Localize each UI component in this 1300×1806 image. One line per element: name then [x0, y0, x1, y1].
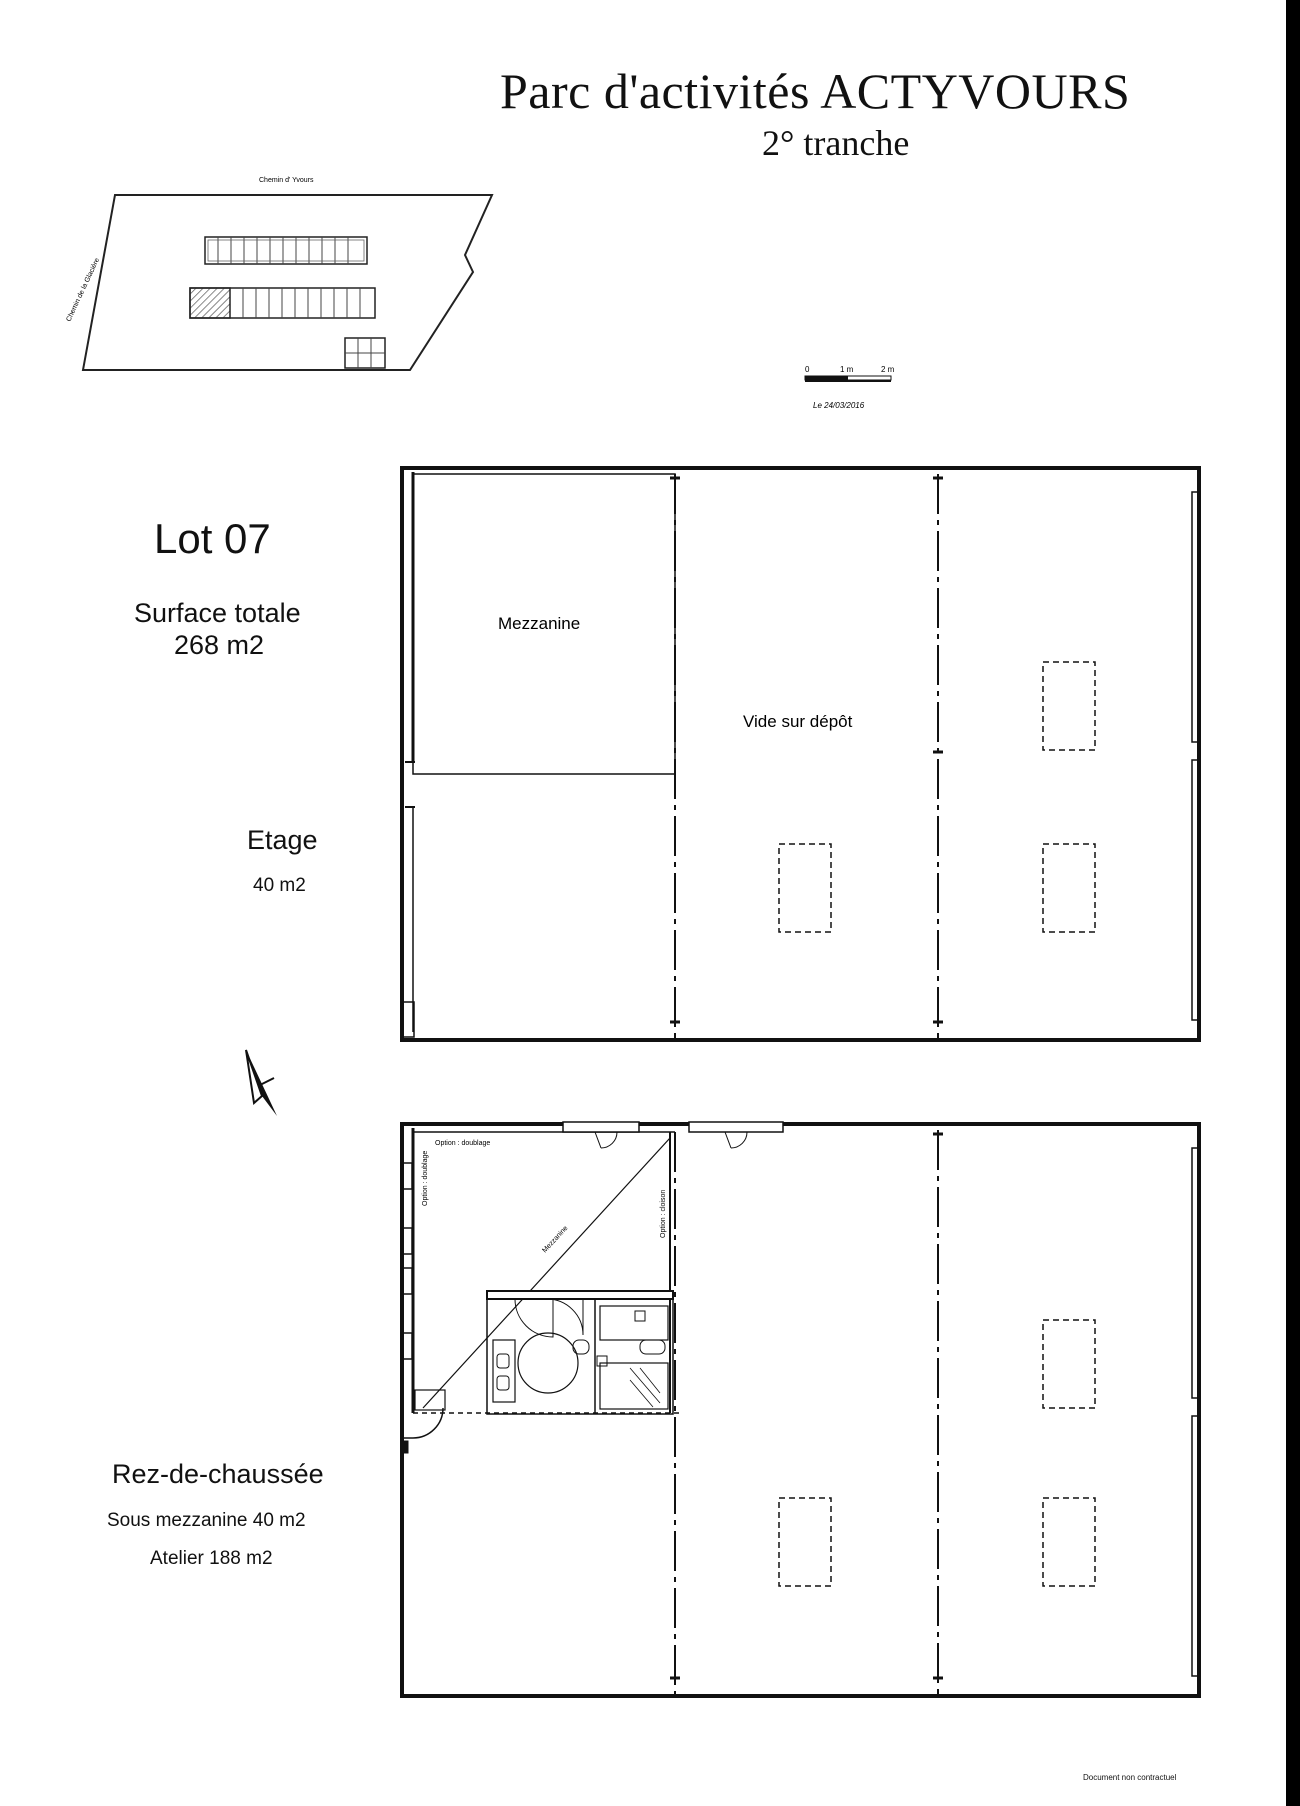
plan-date: Le 24/03/2016	[813, 401, 865, 410]
etage-label: Etage	[247, 825, 318, 855]
skylight	[1043, 1320, 1095, 1408]
skylight	[1043, 844, 1095, 932]
scale-tick-2: 2 m	[881, 365, 895, 374]
rdc-sous-mezzanine-area: Sous mezzanine 40 m2	[107, 1510, 306, 1531]
etage-plan	[395, 462, 1210, 1047]
building-row-1	[205, 237, 367, 264]
rdc-outer-wall	[402, 1124, 1199, 1696]
road-label-left: Chemin de la Glacière	[65, 257, 102, 323]
page-subtitle: 2° tranche	[762, 123, 910, 163]
mezzanine-diagonal	[423, 1138, 670, 1408]
disclaimer: Document non contractuel	[1083, 1773, 1177, 1782]
etage-area: 40 m2	[253, 875, 306, 896]
skylight	[1043, 1498, 1095, 1586]
building-row-2	[190, 288, 375, 318]
rdc-label: Rez-de-chaussée	[112, 1459, 324, 1489]
surface-total-label: Surface totale	[134, 598, 301, 628]
site-plan	[55, 160, 505, 380]
scale-tick-1: 1 m	[840, 365, 854, 374]
rdc-atelier-area: Atelier 188 m2	[150, 1548, 273, 1569]
skylight	[1043, 662, 1095, 750]
scale-bar	[795, 362, 915, 422]
building-small	[345, 338, 385, 368]
annotation-diagonal: Mezzanine	[541, 1224, 570, 1255]
north-arrow-icon	[240, 1048, 286, 1118]
surface-total-value: 268 m2	[174, 630, 265, 660]
annotation-top: Option : doublage	[435, 1140, 491, 1147]
site-boundary	[83, 195, 492, 370]
lot-07-highlight	[190, 288, 230, 318]
mezzanine-label: Mezzanine	[498, 614, 581, 633]
lot-number: Lot 07	[154, 515, 271, 562]
etage-outer-wall	[402, 468, 1199, 1040]
sanitary-block	[487, 1291, 673, 1414]
road-label-top: Chemin d' Yvours	[259, 177, 314, 184]
vide-label: Vide sur dépôt	[743, 712, 853, 731]
annotation-left: Option : doublage	[422, 1150, 429, 1206]
page-title: Parc d'activités ACTYVOURS	[500, 63, 1131, 119]
rdc-plan	[395, 1118, 1210, 1698]
scale-tick-0: 0	[805, 365, 810, 374]
skylight	[779, 844, 831, 932]
annotation-right: Option : cloison	[660, 1189, 667, 1238]
skylight	[779, 1498, 831, 1586]
